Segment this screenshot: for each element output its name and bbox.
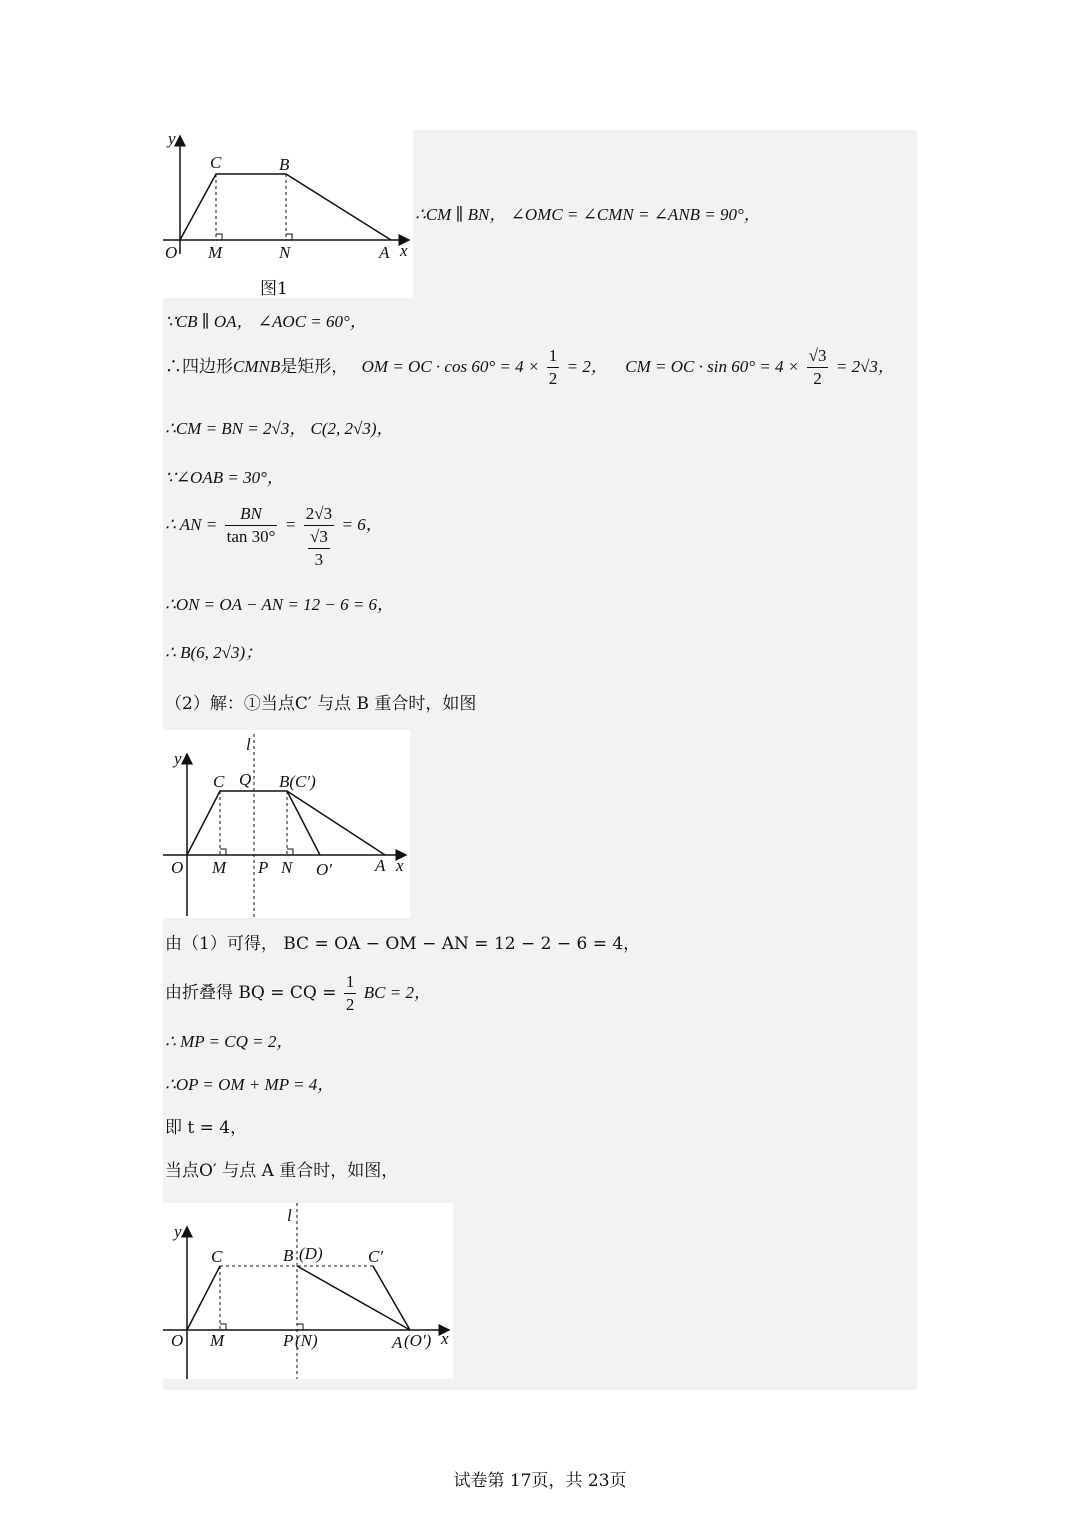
line-3-om: OM = OC · cos 60° = 4 × — [361, 357, 540, 376]
line-3-cmnb: CMNB — [233, 357, 281, 376]
label-b: B — [283, 1246, 294, 1265]
label-c: C — [213, 772, 225, 791]
label-m: M — [212, 858, 227, 877]
label-n: (N) — [295, 1331, 318, 1350]
fraction-complex: $\frac{2√3}{\frac{√3}{3}}$ — [305, 504, 333, 569]
line-10-text: 由（1）可得， BC = OA − OM − AN = 12 − 2 − 6 = 4， — [165, 934, 641, 954]
line-5-text: ∵∠OAB = 30°， — [165, 468, 284, 487]
line-3-rect: 是矩形， — [280, 357, 349, 377]
line-9-text: （2）解：①当点C′ 与点 B 重合时，如图 — [165, 694, 477, 714]
ba-edge — [297, 1266, 410, 1330]
line-11-result: BC = 2， — [363, 983, 431, 1002]
line-3-prefix: ∴四边形 — [165, 357, 233, 377]
line-6-result: = 6， — [341, 515, 383, 534]
line-13-text: ∴OP = OM + MP = 4， — [165, 1075, 335, 1094]
line-2 — [165, 311, 367, 333]
trapezoid — [187, 791, 385, 855]
label-c: C — [211, 1247, 223, 1266]
line-6 — [165, 503, 383, 571]
label-m: M — [210, 1331, 225, 1350]
label-x: x — [400, 241, 408, 260]
line-8-text: ∴ B(6, 2√3)； — [165, 643, 263, 662]
label-l: l — [287, 1206, 292, 1225]
line-15 — [165, 1160, 398, 1182]
fraction-bn-tan30: $\frac{BN}{\tan 30^\circ}$ — [226, 504, 276, 546]
figure-1 — [163, 130, 413, 298]
label-p: P — [258, 858, 269, 877]
label-o: O — [165, 243, 178, 262]
figure-2 — [163, 730, 410, 918]
line-4 — [165, 418, 394, 440]
line-9 — [165, 693, 476, 715]
label-n: N — [281, 858, 293, 877]
line-12 — [165, 1031, 293, 1053]
page-footer: 试卷第 17页，共 23页 — [453, 1471, 627, 1491]
label-o-prime: O′ — [316, 860, 332, 879]
label-a: A — [379, 243, 390, 262]
line-15-text: 当点O′ 与点 A 重合时，如图， — [165, 1161, 399, 1181]
line-2-text: ∵CB ∥ OA， ∠AOC = 60°， — [165, 312, 367, 331]
line-7 — [165, 594, 394, 616]
label-y: y — [174, 1222, 182, 1241]
figure-3 — [163, 1203, 453, 1379]
line-3-om-result: = 2， — [566, 357, 608, 376]
fraction-sqrt3-over-2: $\frac{√3}{2}$ — [808, 346, 827, 388]
label-o: O — [171, 858, 184, 877]
line-12-text: ∴ MP = CQ = 2， — [165, 1032, 294, 1051]
label-b: B — [279, 155, 290, 174]
label-q: Q — [239, 770, 252, 789]
label-l: l — [246, 735, 251, 754]
line-3-cm-result: = 2√3， — [835, 357, 895, 376]
label-o: O — [171, 1331, 184, 1350]
label-c: C — [210, 153, 222, 172]
line-8 — [165, 642, 262, 664]
line-1-text: ∴CM ∥ BN， ∠OMC = ∠CMN = ∠ANB = 90°， — [415, 205, 761, 224]
line-5 — [165, 467, 284, 489]
folded-edge — [287, 791, 320, 855]
line-14-text: 即 t = 4， — [165, 1118, 248, 1138]
line-14 — [165, 1117, 247, 1139]
label-b-cprime: B(C′) — [279, 772, 316, 791]
label-y: y — [174, 749, 182, 768]
line-6-eq: = — [284, 515, 297, 534]
line-7-text: ∴ON = OA − AN = 12 − 6 = 6， — [165, 595, 395, 614]
line-10 — [165, 933, 640, 955]
line-3 — [165, 345, 895, 390]
label-x: x — [441, 1329, 449, 1348]
label-m: M — [208, 243, 223, 262]
label-c-prime: C′ — [368, 1247, 384, 1266]
cprime-a-edge — [373, 1266, 410, 1330]
label-d: (D) — [299, 1244, 323, 1263]
line-4-text: ∴CM = BN = 2√3， C(2, 2√3)， — [165, 419, 394, 438]
line-11 — [165, 971, 431, 1016]
label-p: P — [283, 1331, 294, 1350]
label-x: x — [396, 856, 404, 875]
label-y: y — [168, 130, 176, 148]
line-11-prefix: 由折叠得 BQ = CQ = — [165, 983, 337, 1003]
line-3-cm: CM = OC · sin 60° = 4 × — [625, 357, 800, 376]
figure-caption: 图1 — [260, 279, 288, 298]
label-a: A — [375, 856, 386, 875]
line-13 — [165, 1074, 334, 1096]
fraction-half: $\frac{1}{2}$ — [548, 346, 558, 388]
line-1 — [415, 204, 761, 226]
label-o-prime: (O′) — [404, 1331, 432, 1350]
label-n: N — [279, 243, 291, 262]
label-a: A — [392, 1333, 403, 1352]
line-6-an: ∴ AN = — [165, 515, 218, 534]
fraction-half-2: $\frac{1}{2}$ — [345, 972, 355, 1014]
